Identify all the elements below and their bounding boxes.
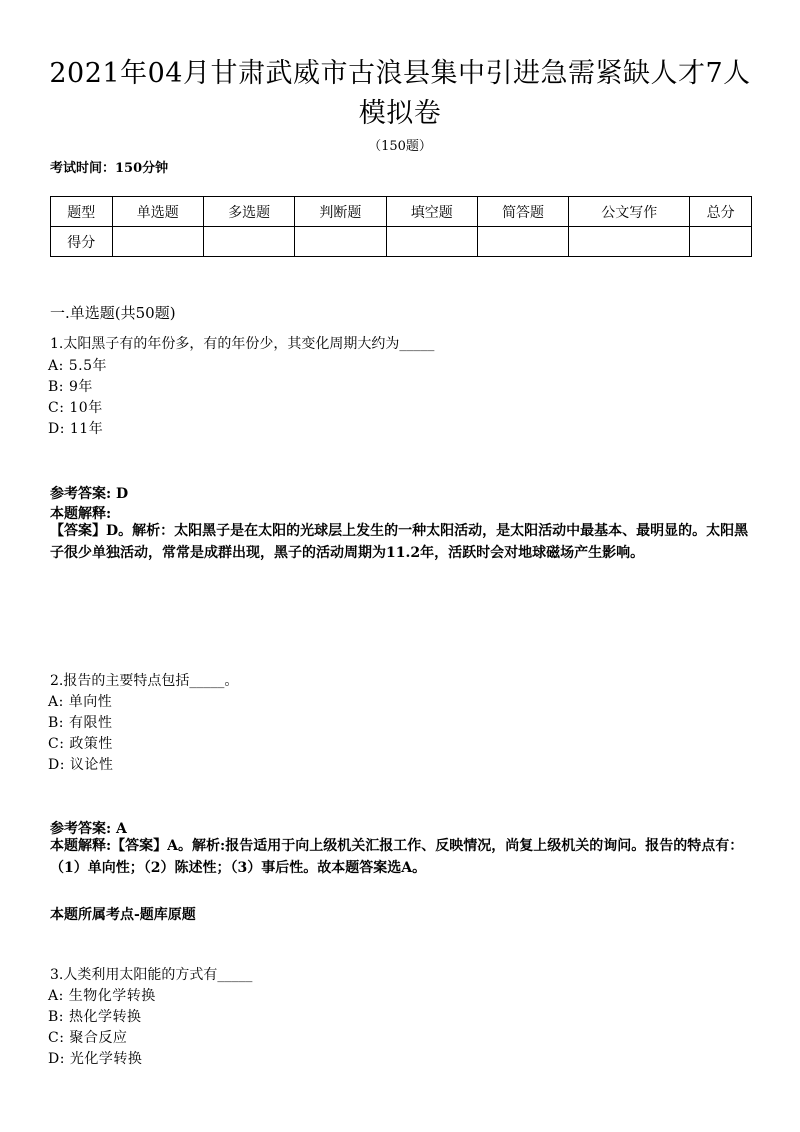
- question-option: B: 热化学转换: [48, 1009, 142, 1025]
- question-option: B: 9年: [48, 379, 93, 395]
- question-count: （150题）: [368, 139, 432, 154]
- question-stem: 1.太阳黑子有的年份多，有的年份少，其变化周期大约为_____: [50, 336, 435, 352]
- topic-line: 本题所属考点-题库原题: [50, 907, 196, 923]
- exam-time: 考试时间：150分钟: [50, 161, 169, 176]
- score-cell: [295, 227, 386, 257]
- score-header-cell: 公文写作: [569, 197, 690, 227]
- question-stem: 3.人类利用太阳能的方式有_____: [50, 967, 253, 983]
- score-cell: [386, 227, 477, 257]
- question-option: B: 有限性: [48, 715, 113, 731]
- question-option: D: 议论性: [48, 757, 114, 773]
- question-option: C: 10年: [48, 400, 103, 416]
- score-header-cell: 单选题: [112, 197, 203, 227]
- question-option: A: 单向性: [48, 694, 113, 710]
- question-stem: 2.报告的主要特点包括_____。: [50, 673, 239, 689]
- question-option: C: 政策性: [48, 736, 113, 752]
- score-header-cell: 多选题: [203, 197, 294, 227]
- question-option: D: 11年: [48, 421, 104, 437]
- score-header-cell: 题型: [51, 197, 113, 227]
- score-cell: [203, 227, 294, 257]
- page-title: 2021年04月甘肃武威市古浪县集中引进急需紧缺人才7人模拟卷: [49, 58, 751, 129]
- section-title: 一.单选题(共50题): [50, 304, 176, 322]
- question-option: A: 生物化学转换: [48, 988, 156, 1004]
- answer-line: 参考答案: D: [50, 486, 129, 502]
- question-option: D: 光化学转换: [48, 1051, 143, 1067]
- question-option: A: 5.5年: [48, 358, 108, 374]
- score-header-cell: 填空题: [386, 197, 477, 227]
- question-option: C: 聚合反应: [48, 1030, 128, 1046]
- score-header-cell: 简答题: [477, 197, 568, 227]
- score-table-header-row: [51, 197, 752, 227]
- analysis-text: 【答案】D。解析：太阳黑子是在太阳的光球层上发生的一种太阳活动，是太阳活动中最基本、最明显的。太阳黑子很少单独活动，常常是成群出现，黑子的活动周期为11.2年，活跃时会对地球磁场产生影响。: [50, 523, 749, 561]
- score-row-label: 得分: [51, 227, 113, 257]
- score-table: [50, 196, 752, 257]
- score-cell: [112, 227, 203, 257]
- answer-line: 参考答案: A: [50, 821, 127, 837]
- score-table-row: [51, 227, 752, 257]
- score-header-cell: 判断题: [295, 197, 386, 227]
- score-cell: [477, 227, 568, 257]
- score-cell: [690, 227, 752, 257]
- score-header-cell: 总分: [690, 197, 752, 227]
- analysis-text: 本题解释:【答案】A。解析:报告适用于向上级机关汇报工作、反映情况，尚复上级机关的询问。报告的特点有：（1）单向性；（2）陈述性；（3）事后性。故本题答案选A。: [50, 838, 744, 876]
- score-cell: [569, 227, 690, 257]
- analysis-label: 本题解释:: [50, 506, 112, 522]
